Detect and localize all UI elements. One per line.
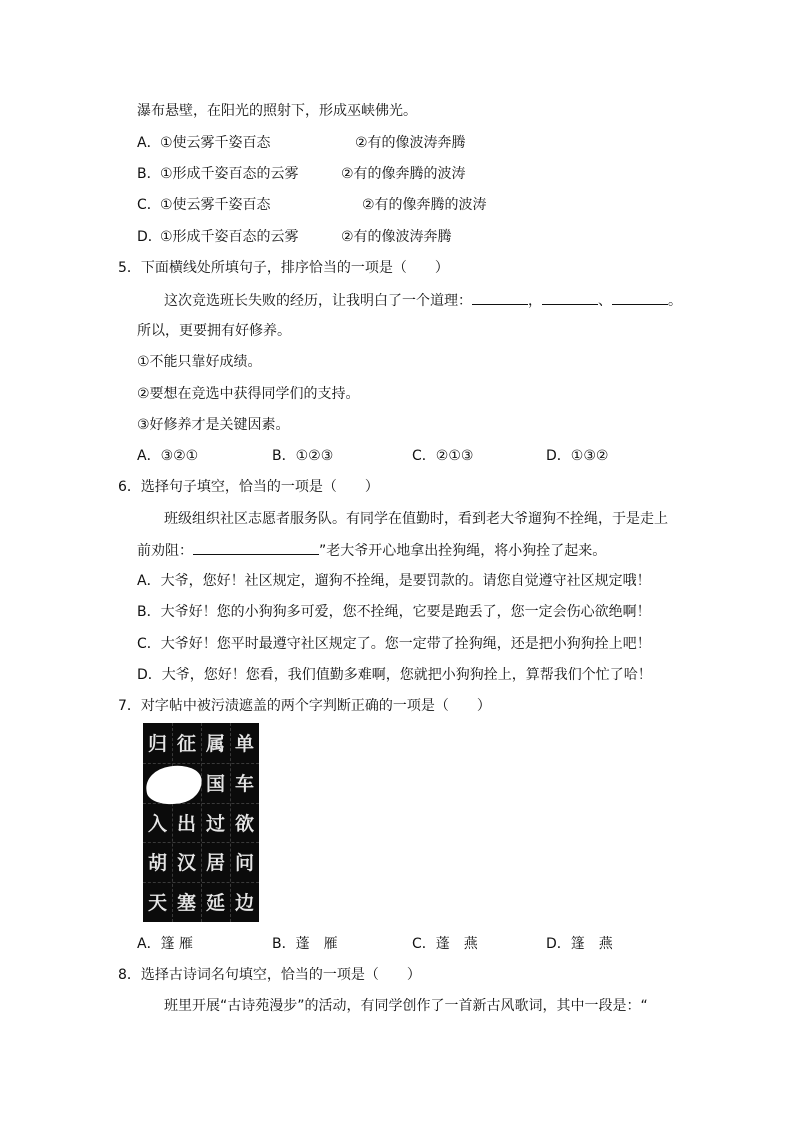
q6-passage-suffix: ”老大爷开心地拿出拴狗绳，将小狗拴了起来。 <box>319 543 607 559</box>
copybook-char: 属 <box>205 733 225 756</box>
copybook-char: 入 <box>147 813 167 836</box>
q4-option-c-part1: ①使云雾千姿百态 <box>160 197 271 213</box>
question-8-stem: 8．选择古诗词名句填空，恰当的一项是（ ） <box>118 967 421 983</box>
q5-passage-line-2: 所以，更要拥有好修养。 <box>137 323 291 339</box>
q6-passage-line-1: 班级组织社区志愿者服务队。有同学在值勤时，看到老大爷遛狗不拴绳，于是走上 <box>164 511 668 527</box>
q5-passage-text: 这次竞选班长失败的经历，让我明白了一个道理： <box>164 293 472 309</box>
q5-option-b: B．①②③ <box>272 448 334 464</box>
q4-option-c-part2: ②有的像奔腾的波涛 <box>362 197 487 213</box>
copybook-char: 国 <box>205 773 225 796</box>
q6-option-c: C．大爷好！您平时最遵守社区规定了。您一定带了拴狗绳，还是把小狗狗拴上吧！ <box>137 636 651 652</box>
q4-option-b-part2: ②有的像奔腾的波涛 <box>341 166 466 182</box>
q5-end-mark: 。 <box>668 293 682 309</box>
q7-option-d: D．篷 燕 <box>546 936 613 952</box>
copybook-char: 单 <box>234 733 254 756</box>
q4-option-d-part1: ①形成千姿百态的云雾 <box>160 229 299 245</box>
q7-option-c: C．蓬 燕 <box>412 936 478 952</box>
copybook-char: 出 <box>176 813 196 836</box>
q5-blank-2 <box>542 290 598 305</box>
copybook-char: 边 <box>234 892 254 915</box>
q5-blank-3 <box>612 290 668 305</box>
q5-item-2: ②要想在竞选中获得同学们的支持。 <box>137 386 360 402</box>
q5-blank-1 <box>472 290 528 305</box>
q7-option-a: A．篷 雁 <box>137 936 194 952</box>
q6-passage-line-2 <box>137 540 606 561</box>
q5-item-1: ①不能只靠好成绩。 <box>137 354 262 370</box>
copybook-char: 胡 <box>147 852 167 875</box>
question-4-context-line: 瀑布悬壁，在阳光的照射下，形成巫峡佛光。 <box>137 103 417 119</box>
q6-passage-prefix: 前劝阻： <box>137 543 193 559</box>
q5-sep-1: ， <box>528 293 542 309</box>
copybook-char: 问 <box>234 852 254 875</box>
q4-option-b-label: B． <box>137 166 161 182</box>
copybook-char: 征 <box>176 733 196 756</box>
q6-option-d: D．大爷，您好！您看，我们值勤多难啊，您就把小狗狗拴上，算帮我们个忙了哈！ <box>137 667 652 683</box>
q5-option-a: A．③②① <box>137 448 199 464</box>
q5-option-d: D．①③② <box>546 448 609 464</box>
copybook-char: 汉 <box>176 852 196 875</box>
q4-option-a-label: A． <box>137 135 161 151</box>
question-5-stem: 5．下面横线处所填句子，排序恰当的一项是（ ） <box>118 260 449 276</box>
q4-option-b-part1: ①形成千姿百态的云雾 <box>160 166 299 182</box>
q7-option-b: B．蓬 雁 <box>272 936 338 952</box>
q4-option-d-part2: ②有的像波涛奔腾 <box>341 229 452 245</box>
q4-option-c-label: C． <box>137 197 161 213</box>
q6-answer-blank <box>193 540 319 555</box>
copybook-char: 居 <box>205 852 225 875</box>
copybook-char: 延 <box>205 892 225 915</box>
question-7-stem: 7．对字帖中被污渍遮盖的两个字判断正确的一项是（ ） <box>118 698 491 714</box>
q4-option-a-part2: ②有的像波涛奔腾 <box>355 135 466 151</box>
q6-option-a: A．大爷，您好！社区规定，遛狗不拴绳，是要罚款的。请您自觉遵守社区规定哦！ <box>137 573 651 589</box>
q5-item-3: ③好修养才是关键因素。 <box>137 417 290 433</box>
copybook-char: 塞 <box>176 892 196 915</box>
calligraphy-copybook-image <box>143 723 259 922</box>
q5-passage-line-1 <box>164 290 682 311</box>
q5-sep-2: 、 <box>598 293 612 309</box>
q8-passage-line-1: 班里开展“古诗苑漫步”的活动，有同学创作了一首新古风歌词，其中一段是：“ <box>164 998 648 1014</box>
q6-option-b: B．大爷好！您的小狗狗多可爱，您不拴绳，它要是跑丢了，您一定会伤心欲绝啊！ <box>137 604 651 620</box>
copybook-char: 天 <box>147 892 167 915</box>
copybook-char: 欲 <box>234 813 254 836</box>
q5-option-c: C．②①③ <box>412 448 474 464</box>
copybook-char: 过 <box>205 813 225 836</box>
question-6-stem: 6．选择句子填空，恰当的一项是（ ） <box>118 479 379 495</box>
q4-option-a-part1: ①使云雾千姿百态 <box>160 135 271 151</box>
copybook-char: 归 <box>147 733 167 756</box>
copybook-char: 车 <box>234 773 254 796</box>
q4-option-d-label: D． <box>137 229 162 245</box>
